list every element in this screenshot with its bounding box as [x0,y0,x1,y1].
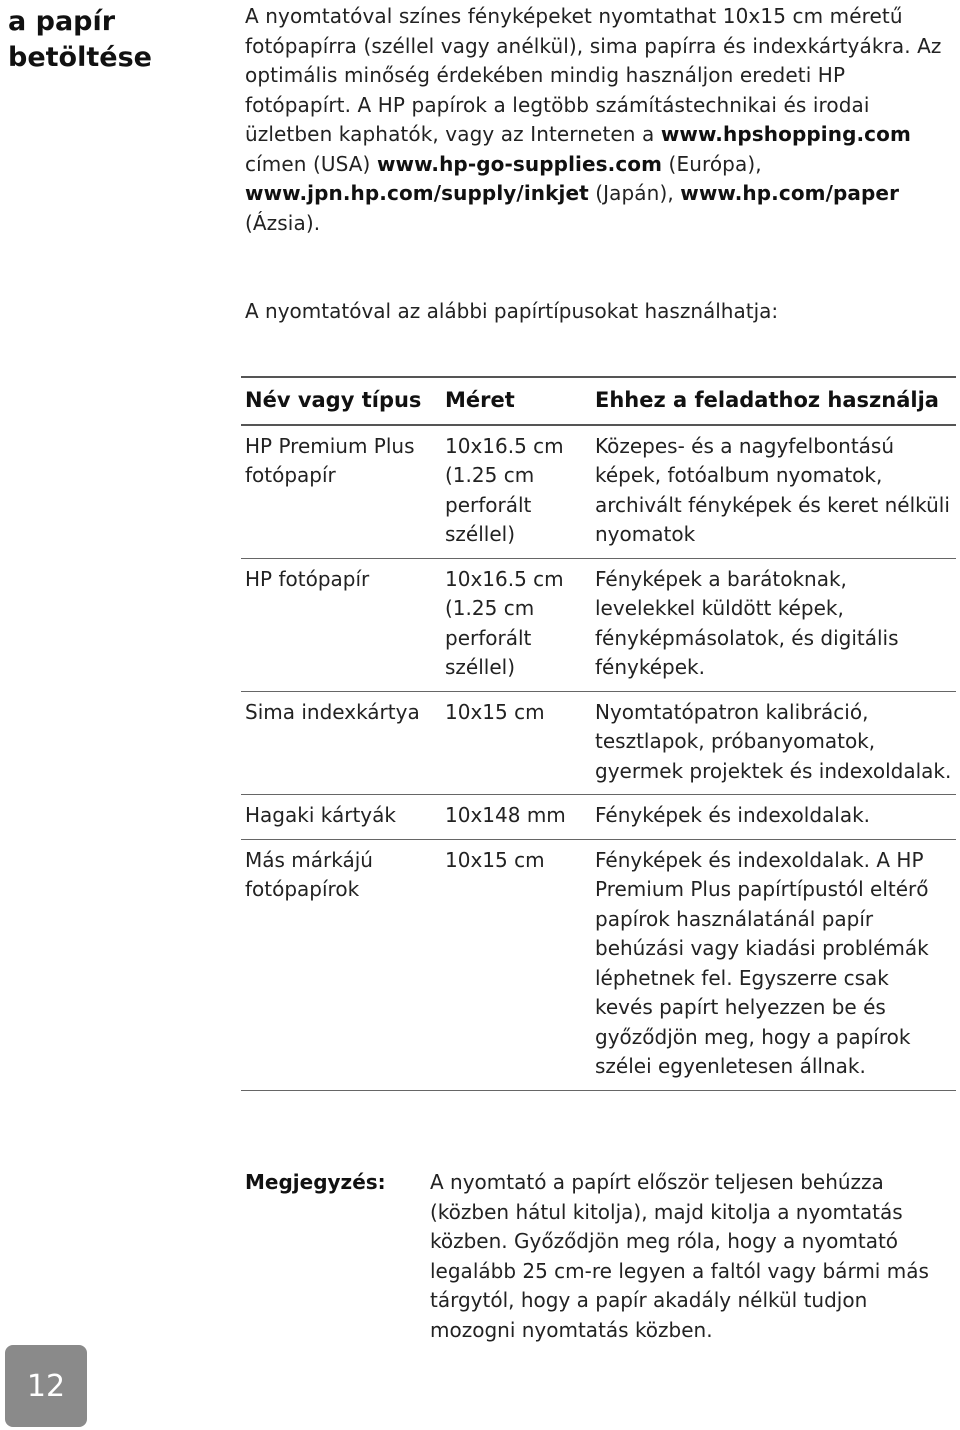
cell-size: 10x16.5 cm (1.25 cm perforált széllel) [441,558,591,691]
link-jpn-hp[interactable]: www.jpn.hp.com/supply/inkjet [245,181,589,205]
note-label: Megjegyzés: [245,1170,386,1194]
cell-use: Közepes- és a nagyfelbontású képek, fotóalbum nyomatok, archivált fényképek és keret nélküli nyomatok [591,425,956,559]
cell-name: Hagaki kártyák [241,795,441,840]
header-size: Méret [441,377,591,425]
intro-text-3: (Európa), [662,151,762,176]
cell-use: Fényképek és indexoldalak. A HP Premium Plus papírtípustól eltérő papírok használatánál papír behúzási vagy kiadási problémák léphetnek fel. Egyszerre csak kevés papírt helyezzen be és győződjön meg, hogy a papírok szélei egyenletesen állnak. [591,839,956,1090]
table-row [241,691,956,795]
cell-size: 10x15 cm [441,839,591,1090]
paper-types-table [241,376,956,1091]
table-lead-text: A nyomtatóval az alábbi papírtípusokat használhatja: [245,299,779,323]
link-hpshopping[interactable]: www.hpshopping.com [660,122,911,146]
cell-use: Fényképek és indexoldalak. [591,795,956,840]
intro-text-4: (Japán), [588,181,681,205]
link-hp-paper[interactable]: www.hp.com/paper [680,181,900,205]
table-row [241,425,956,559]
table-row [241,795,956,840]
intro-paragraph [245,2,945,238]
cell-name: Más márkájú fotópapírok [241,839,441,1090]
header-use: Ehhez a feladathoz használja [591,377,956,425]
cell-name: Sima indexkártya [241,691,441,795]
cell-name: HP fotópapír [241,558,441,691]
intro-text-1: A nyomtatóval színes fényképeket nyomtathat 10x15 cm méretű fotópapírra (széllel vagy anélkül), sima papírra és indexkártyákra. Az optimális minőség érdekében mindig használjon eredeti HP fotópapírt. A HP papírok a legtöbb számítástechnikai és irodai üzletben kaphatók, vagy az Interneten a [245,4,942,146]
cell-use: Nyomtatópatron kalibráció, tesztlapok, próbanyomatok, gyermek projektek és indexoldalak. [591,691,956,795]
cell-size: 10x148 mm [441,795,591,840]
note-text: A nyomtató a papírt először teljesen behúzza (közben hátul kitolja), majd kitolja a nyomtatás közben. Győződjön meg róla, hogy a nyomtató legalább 25 cm-re legyen a faltól vagy bármi más tárgytól, hogy a papír akadály nélkül tudjon mozogni nyomtatás közben. [430,1170,929,1342]
section-title: a papír betöltése [8,6,152,73]
link-hp-go-supplies[interactable]: www.hp-go-supplies.com [376,151,663,176]
header-name: Név vagy típus [241,377,441,425]
table-row [241,558,956,691]
cell-use: Fényképek a barátoknak, levelekkel küldött képek, fényképmásolatok, és digitális fényképek. [591,558,956,691]
page-number: 12 [5,1345,87,1427]
intro-text-2: címen (USA) [245,151,377,176]
table-row [241,839,956,1090]
cell-size: 10x15 cm [441,691,591,795]
cell-size: 10x16.5 cm (1.25 cm perforált széllel) [441,425,591,559]
cell-name: HP Premium Plus fotópapír [241,425,441,559]
intro-text-5: (Ázsia). [245,210,321,235]
table-header-row [241,377,956,425]
